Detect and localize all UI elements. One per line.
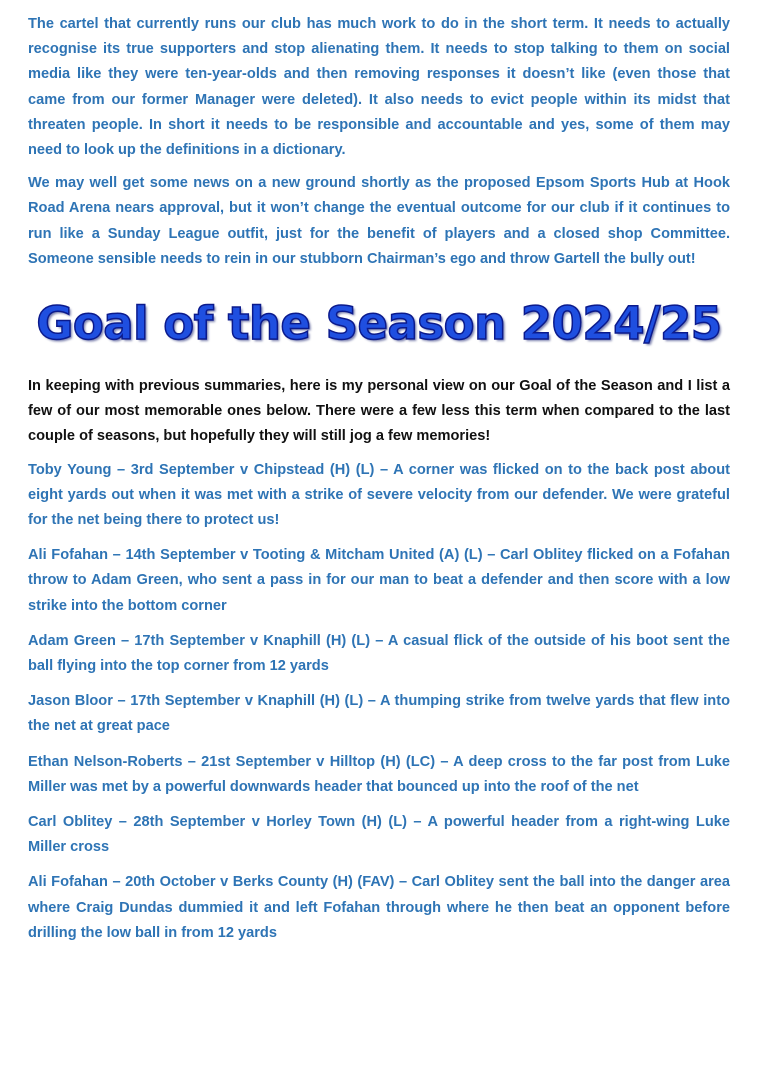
commentary-paragraph-1: The cartel that currently runs our club has much work to do in the short term. It needs to actually recognise its true supporters and stop alienating them. It needs to stop talking to them on social media like they were ten-year-olds and then removing responses it doesn’t like (even those that came from our former Manager were deleted). It also needs to evict people within its midst that threaten people. In short it needs to be responsible and accountable and yes, some of them may need to look up the definitions in a dictionary. bbox=[28, 16, 730, 159]
goal-entry: Adam Green – 17th September v Knaphill (H) (L) – A casual flick of the outside of his boot sent the ball flying into the top corner from 12 yards bbox=[28, 632, 730, 675]
section-intro: In keeping with previous summaries, here is my personal view on our Goal of the Season and I list a few of our most memorable ones below. There were a few less this term when compared to the last couple of seasons, but hopefully they will still jog a few memories! bbox=[28, 378, 730, 445]
section-heading: Goal of the Season 2024/25 bbox=[36, 297, 722, 351]
goal-entry: Ali Fofahan – 20th October v Berks County (H) (FAV) – Carl Oblitey sent the ball into the danger area where Craig Dundas dummied it and left Fofahan through where he then beat an opponent before drilling the low ball in from 12 yards bbox=[28, 874, 730, 941]
commentary-paragraph-2: We may well get some news on a new ground shortly as the proposed Epsom Sports Hub at Hook Road Arena nears approval, but it won’t change the eventual outcome for our club if it continues to run like a Sunday League outfit, just for the benefit of players and a closed shop Committee. Someone sensible needs to rein in our stubborn Chairman’s ego and throw Gartell the bully out! bbox=[28, 175, 730, 267]
goal-entry: Carl Oblitey – 28th September v Horley Town (H) (L) – A powerful header from a right-wing Luke Miller cross bbox=[28, 814, 730, 856]
goal-entry: Ethan Nelson-Roberts – 21st September v Hilltop (H) (LC) – A deep cross to the far post from Luke Miller was met by a powerful downwards header that bounced up into the roof of the net bbox=[28, 753, 730, 795]
goal-entry: Ali Fofahan – 14th September v Tooting & Mitcham United (A) (L) – Carl Oblitey flicked on a Fofahan throw to Adam Green, who sent a pass in for our man to beat a defender and then score with a low strike into the bottom corner bbox=[28, 547, 730, 614]
goal-entry: Toby Young – 3rd September v Chipstead (H) (L) – A corner was flicked on to the back post about eight yards out when it was met with a strike of severe velocity from our defender. We were grateful for the net being there to protect us! bbox=[28, 461, 730, 529]
goal-list bbox=[28, 458, 730, 946]
goal-entry: Jason Bloor – 17th September v Knaphill (H) (L) – A thumping strike from twelve yards that flew into the net at great pace bbox=[28, 693, 730, 735]
